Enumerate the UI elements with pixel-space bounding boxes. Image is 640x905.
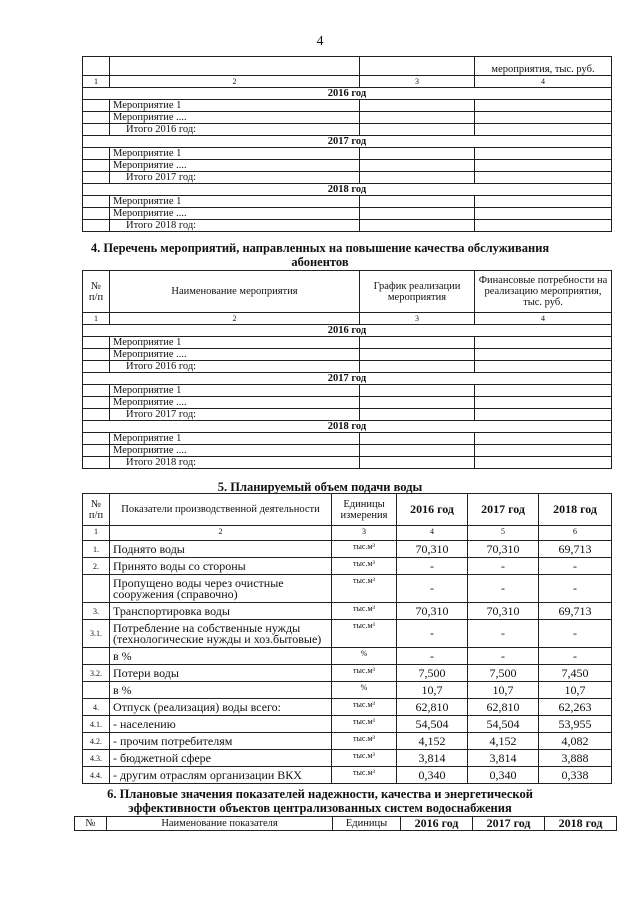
row-num — [83, 648, 110, 665]
table-row — [83, 558, 612, 575]
year-label: 2016 год — [83, 325, 612, 337]
table-row — [83, 603, 612, 620]
table-row — [83, 733, 612, 750]
measure-name: Итого 2018 год: — [110, 457, 360, 469]
column-number-row — [83, 76, 612, 88]
table-row — [83, 541, 612, 558]
measure-name: Мероприятие 1 — [110, 385, 360, 397]
year-label: 2017 год — [83, 373, 612, 385]
indicator-name: Потери воды — [110, 665, 332, 682]
value-2017: - — [468, 648, 539, 665]
indicator-name: в % — [110, 648, 332, 665]
value-2016: - — [397, 575, 468, 603]
value-2018: 10,7 — [539, 682, 612, 699]
value-2017: 10,7 — [468, 682, 539, 699]
col-num: 1 — [83, 76, 110, 88]
value-2018: 62,263 — [539, 699, 612, 716]
col-num: 2 — [110, 526, 332, 541]
measure-name: Мероприятие .... — [110, 445, 360, 457]
value-2017: 70,310 — [468, 541, 539, 558]
year-label: 2016 год — [83, 88, 612, 100]
table-row — [83, 750, 612, 767]
table-row — [83, 349, 612, 361]
unit: тыс.м³ — [332, 603, 397, 620]
measure-name: Итого 2018 год: — [110, 220, 360, 232]
col-num: 4 — [475, 313, 612, 325]
table-row — [83, 220, 612, 232]
year-label: 2018 год — [83, 184, 612, 196]
row-num: 3. — [83, 603, 110, 620]
row-num — [83, 682, 110, 699]
year-group-row — [83, 325, 612, 337]
table-row — [83, 385, 612, 397]
header-schedule: График реализации мероприятия — [360, 271, 475, 313]
header-unit: Единицы измерения — [332, 494, 397, 526]
table-row — [83, 397, 612, 409]
service-quality-measures-table — [82, 270, 612, 469]
unit: % — [332, 682, 397, 699]
measures-table-continued — [82, 56, 612, 232]
unit: тыс.м³ — [332, 541, 397, 558]
section-6-title: 6. Плановые значения показателей надежности, качества и энергетической эффективности объектов централизованных систем водоснабжения — [107, 787, 533, 815]
table-row — [83, 457, 612, 469]
table-row — [83, 699, 612, 716]
section-5-title: 5. Планируемый объем подачи воды — [217, 480, 423, 494]
table-row — [83, 361, 612, 373]
header-2017: 2017 год — [473, 817, 545, 831]
measure-name: Итого 2017 год: — [110, 409, 360, 421]
table-row — [83, 208, 612, 220]
year-label: 2017 год — [83, 136, 612, 148]
header-indicator: Показатели производственной деятельности — [110, 494, 332, 526]
row-num: 4.4. — [83, 767, 110, 784]
value-2016: - — [397, 558, 468, 575]
header-financial-cont: мероприятия, тыс. руб. — [475, 57, 612, 76]
indicator-name: - населению — [110, 716, 332, 733]
unit: тыс.м³ — [332, 750, 397, 767]
table-row — [83, 767, 612, 784]
indicator-name: - бюджетной сфере — [110, 750, 332, 767]
reliability-indicators-table — [74, 816, 617, 831]
value-2016: 70,310 — [397, 603, 468, 620]
unit: тыс.м³ — [332, 716, 397, 733]
header-indicator-name: Наименование показателя — [107, 817, 333, 831]
year-label: 2018 год — [83, 421, 612, 433]
table-row — [83, 337, 612, 349]
indicator-name: Пропущено воды через очистные сооружения (справочно) — [110, 575, 332, 603]
value-2016: 4,152 — [397, 733, 468, 750]
measure-name: Мероприятие 1 — [110, 337, 360, 349]
unit: тыс.м³ — [332, 665, 397, 682]
row-num: 4. — [83, 699, 110, 716]
measure-name: Мероприятие .... — [110, 208, 360, 220]
table-row — [83, 100, 612, 112]
col-num: 3 — [332, 526, 397, 541]
indicator-name: Потребление на собственные нужды (технологические нужды и хоз.бытовые) — [110, 620, 332, 648]
value-2016: 62,810 — [397, 699, 468, 716]
header-2016: 2016 год — [401, 817, 473, 831]
value-2017: - — [468, 620, 539, 648]
table-row — [83, 445, 612, 457]
indicator-name: Поднято воды — [110, 541, 332, 558]
row-num: 4.2. — [83, 733, 110, 750]
value-2018: 69,713 — [539, 541, 612, 558]
table-row — [83, 716, 612, 733]
table-row — [83, 148, 612, 160]
indicator-name: в % — [110, 682, 332, 699]
measure-name: Мероприятие .... — [110, 397, 360, 409]
value-2018: - — [539, 558, 612, 575]
table-row — [83, 196, 612, 208]
table-header-row — [75, 817, 617, 831]
table-row — [83, 160, 612, 172]
header-continuation-row — [83, 57, 612, 76]
indicator-name: Принято воды со стороны — [110, 558, 332, 575]
measure-name: Итого 2016 год: — [110, 124, 360, 136]
header-2017: 2017 год — [468, 494, 539, 526]
value-2018: 0,338 — [539, 767, 612, 784]
value-2017: 54,504 — [468, 716, 539, 733]
table-row — [83, 172, 612, 184]
header-financial-needs: Финансовые потребности на реализацию мероприятия, тыс. руб. — [475, 271, 612, 313]
value-2017: 0,340 — [468, 767, 539, 784]
col-num: 6 — [539, 526, 612, 541]
value-2018: - — [539, 648, 612, 665]
indicator-name: - прочим потребителям — [110, 733, 332, 750]
value-2017: 3,814 — [468, 750, 539, 767]
row-num: 2. — [83, 558, 110, 575]
value-2018: 4,082 — [539, 733, 612, 750]
row-num: 3.2. — [83, 665, 110, 682]
unit: тыс.м³ — [332, 558, 397, 575]
column-number-row — [83, 526, 612, 541]
col-num: 1 — [83, 313, 110, 325]
table-row — [83, 409, 612, 421]
table-row — [83, 124, 612, 136]
year-group-row — [83, 184, 612, 196]
table-row — [83, 433, 612, 445]
col-num: 2 — [110, 313, 360, 325]
value-2017: 7,500 — [468, 665, 539, 682]
value-2017: 4,152 — [468, 733, 539, 750]
water-supply-volume-table — [82, 493, 612, 784]
col-num: 4 — [475, 76, 612, 88]
value-2016: 3,814 — [397, 750, 468, 767]
col-num: 3 — [360, 313, 475, 325]
measure-name: Мероприятие .... — [110, 160, 360, 172]
indicator-name: - другим отраслям организации ВКХ — [110, 767, 332, 784]
value-2016: 7,500 — [397, 665, 468, 682]
header-num: № п/п — [83, 494, 110, 526]
table-header-row — [83, 271, 612, 313]
table-row — [83, 112, 612, 124]
year-group-row — [83, 136, 612, 148]
value-2017: - — [468, 575, 539, 603]
value-2017: 70,310 — [468, 603, 539, 620]
value-2016: 0,340 — [397, 767, 468, 784]
value-2018: - — [539, 575, 612, 603]
value-2017: - — [468, 558, 539, 575]
value-2018: 7,450 — [539, 665, 612, 682]
column-number-row — [83, 313, 612, 325]
unit: % — [332, 648, 397, 665]
col-num: 4 — [397, 526, 468, 541]
header-num: № п/п — [83, 271, 110, 313]
measure-name: Мероприятие 1 — [110, 148, 360, 160]
year-group-row — [83, 373, 612, 385]
unit: тыс.м³ — [332, 699, 397, 716]
value-2018: - — [539, 620, 612, 648]
measure-name: Итого 2016 год: — [110, 361, 360, 373]
table-header-row — [83, 494, 612, 526]
value-2016: - — [397, 620, 468, 648]
table-row — [83, 682, 612, 699]
value-2018: 53,955 — [539, 716, 612, 733]
row-num: 4.1. — [83, 716, 110, 733]
value-2018: 69,713 — [539, 603, 612, 620]
unit: тыс.м³ — [332, 575, 397, 603]
measure-name: Мероприятие .... — [110, 112, 360, 124]
header-2016: 2016 год — [397, 494, 468, 526]
measure-name: Мероприятие .... — [110, 349, 360, 361]
row-num — [83, 575, 110, 603]
header-2018: 2018 год — [539, 494, 612, 526]
value-2016: 10,7 — [397, 682, 468, 699]
row-num: 3.1. — [83, 620, 110, 648]
col-num: 1 — [83, 526, 110, 541]
value-2016: 70,310 — [397, 541, 468, 558]
table-row — [83, 665, 612, 682]
measure-name: Мероприятие 1 — [110, 196, 360, 208]
table-row — [83, 648, 612, 665]
unit: тыс.м³ — [332, 620, 397, 648]
value-2018: 3,888 — [539, 750, 612, 767]
col-num: 3 — [360, 76, 475, 88]
year-group-row — [83, 88, 612, 100]
indicator-name: Отпуск (реализация) воды всего: — [110, 699, 332, 716]
header-2018: 2018 год — [545, 817, 617, 831]
header-measure-name: Наименование мероприятия — [110, 271, 360, 313]
measure-name: Мероприятие 1 — [110, 433, 360, 445]
year-group-row — [83, 421, 612, 433]
table-row — [83, 620, 612, 648]
row-num: 4.3. — [83, 750, 110, 767]
unit: тыс.м³ — [332, 767, 397, 784]
measure-name: Мероприятие 1 — [110, 100, 360, 112]
page-number: 4 — [316, 34, 324, 49]
unit: тыс.м³ — [332, 733, 397, 750]
col-num: 2 — [110, 76, 360, 88]
measure-name: Итого 2017 год: — [110, 172, 360, 184]
header-unit: Единицы — [333, 817, 401, 831]
value-2016: 54,504 — [397, 716, 468, 733]
row-num: 1. — [83, 541, 110, 558]
col-num: 5 — [468, 526, 539, 541]
header-num: № — [75, 817, 107, 831]
indicator-name: Транспортировка воды — [110, 603, 332, 620]
table-row — [83, 575, 612, 603]
section-4-title: 4. Перечень мероприятий, направленных на повышение качества обслуживания абонентов — [90, 241, 550, 269]
value-2017: 62,810 — [468, 699, 539, 716]
value-2016: - — [397, 648, 468, 665]
